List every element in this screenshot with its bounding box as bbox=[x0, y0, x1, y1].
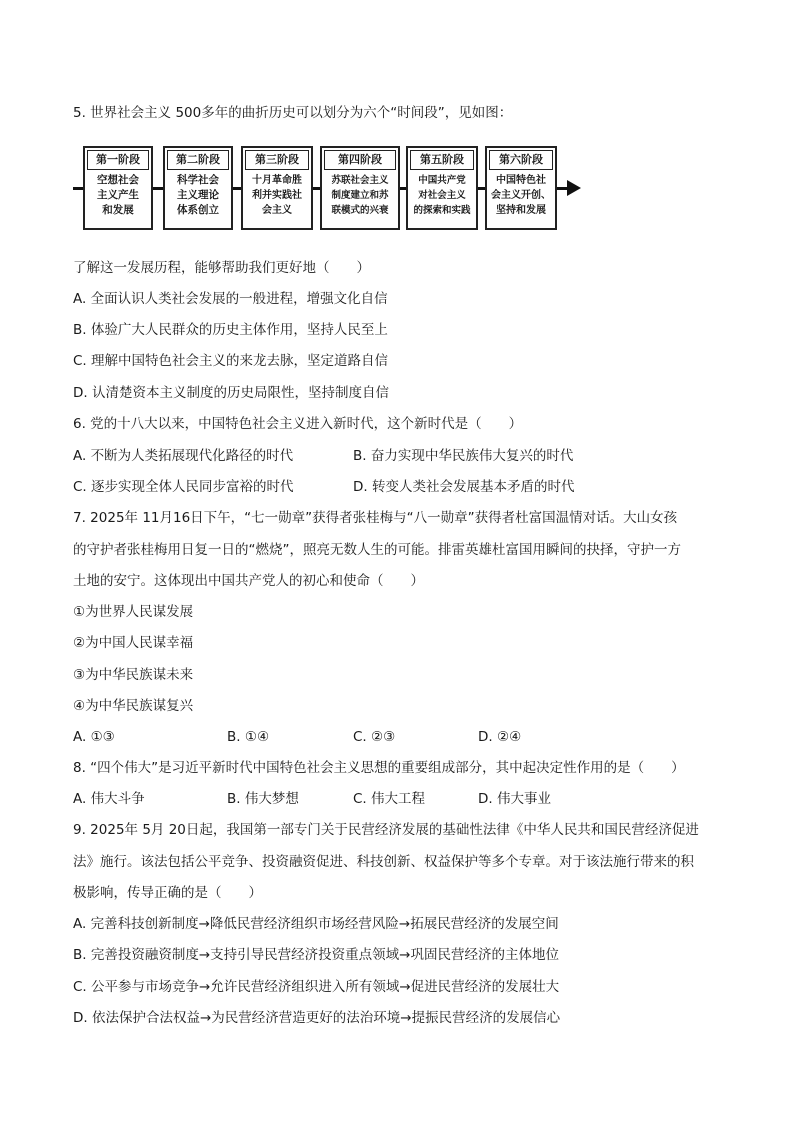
q8-stem: 8. “四个伟大”是习近平新时代中国特色社会主义思想的重要组成部分，其中起决定性作用的是（ ） bbox=[73, 760, 685, 776]
q5-stem: 5. 世界社会主义 500多年的曲折历史可以划分为六个“时间段”，见如图： bbox=[73, 105, 513, 121]
stage-title: 第四阶段 bbox=[324, 150, 396, 170]
stage-title: 第三阶段 bbox=[245, 150, 309, 170]
q6-options-row-1 bbox=[73, 446, 673, 466]
stage-title: 第一阶段 bbox=[87, 150, 149, 170]
q8-option-b: B. 伟大梦想 bbox=[227, 791, 299, 807]
q6-option-d: D. 转变人类社会发展基本矛盾的时代 bbox=[353, 479, 575, 495]
stage-body: 科学社会 主义理论 体系创立 bbox=[177, 174, 219, 216]
q7-options-row bbox=[73, 727, 673, 747]
q9-option-b: B. 完善投资融资制度→支持引导民营经济投资重点领域→巩固民营经济的主体地位 bbox=[73, 947, 559, 963]
q5-option-d: D. 认清楚资本主义制度的历史局限性，坚持制度自信 bbox=[73, 385, 389, 401]
q9-option-a: A. 完善科技创新制度→降低民营经济组织市场经营风险→拓展民营经济的发展空间 bbox=[73, 916, 559, 932]
stage-box-3 bbox=[241, 146, 313, 230]
q7-option-d: D. ②④ bbox=[478, 729, 522, 745]
q5-option-b: B. 体验广大人民群众的历史主体作用，坚持人民至上 bbox=[73, 322, 388, 338]
q8-option-a: A. 伟大斗争 bbox=[73, 791, 145, 807]
q7-item-3: ③为中华民族谋未来 bbox=[73, 667, 194, 683]
stage-box-5 bbox=[406, 146, 478, 230]
q6-options-row-2 bbox=[73, 477, 673, 497]
q5-question: 了解这一发展历程，能够帮助我们更好地（ ） bbox=[73, 260, 370, 276]
q7-option-c: C. ②③ bbox=[353, 729, 396, 745]
q7-stem-line-1: 7. 2025年 11月16日下午，“七一勋章”获得者张桂梅与“八一勋章”获得者杜富国温情对话。大山女孩 bbox=[73, 510, 678, 526]
q9-option-c: C. 公平参与市场竞争→允许民营经济组织进入所有领域→促进民营经济的发展壮大 bbox=[73, 979, 560, 995]
q6-option-a: A. 不断为人类拓展现代化路径的时代 bbox=[73, 448, 294, 464]
stage-body: 十月革命胜 利并实践社 会主义 bbox=[252, 175, 302, 216]
q5-option-a: A. 全面认识人类社会发展的一般进程，增强文化自信 bbox=[73, 291, 388, 307]
q6-stem: 6. 党的十八大以来，中国特色社会主义进入新时代，这个新时代是（ ） bbox=[73, 416, 523, 432]
stage-box-1 bbox=[83, 146, 153, 230]
q6-option-b: B. 奋力实现中华民族伟大复兴的时代 bbox=[353, 448, 574, 464]
stage-box-2 bbox=[163, 146, 233, 230]
timeline-arrow-icon bbox=[567, 180, 581, 196]
q5-timeline-diagram bbox=[73, 142, 585, 234]
stage-box-4 bbox=[320, 146, 400, 230]
q7-option-a: A. ①③ bbox=[73, 729, 115, 745]
q9-stem-line-1: 9. 2025年 5月 20日起，我国第一部专门关于民营经济发展的基础性法律《中华人民共和国民营经济促进 bbox=[73, 822, 699, 838]
stage-title: 第二阶段 bbox=[167, 150, 229, 170]
q9-stem-line-2: 法》施行。该法包括公平竞争、投资融资促进、科技创新、权益保护等多个专章。对于该法施行带来的积 bbox=[73, 854, 694, 870]
q8-options-row bbox=[73, 789, 673, 809]
stage-title: 第六阶段 bbox=[489, 150, 553, 170]
stage-box-6 bbox=[485, 146, 557, 230]
q7-option-b: B. ①④ bbox=[227, 729, 270, 745]
q7-stem-line-3: 土地的安宁。这体现出中国共产党人的初心和使命（ ） bbox=[73, 573, 424, 589]
stage-body: 中国特色社 会主义开创、 坚持和发展 bbox=[491, 175, 551, 216]
stage-body: 空想社会 主义产生 和发展 bbox=[97, 174, 139, 216]
q9-option-d: D. 依法保护合法权益→为民营经济营造更好的法治环境→提振民营经济的发展信心 bbox=[73, 1010, 561, 1026]
q9-stem-line-3: 极影响，传导正确的是（ ） bbox=[73, 885, 262, 901]
q7-item-2: ②为中国人民谋幸福 bbox=[73, 635, 194, 651]
q8-option-c: C. 伟大工程 bbox=[353, 791, 426, 807]
q6-option-c: C. 逐步实现全体人民同步富裕的时代 bbox=[73, 479, 294, 495]
q7-stem-line-2: 的守护者张桂梅用日复一日的“燃烧”，照亮无数人生的可能。排雷英雄杜富国用瞬间的抉择，守护一方 bbox=[73, 542, 681, 558]
q7-item-1: ①为世界人民谋发展 bbox=[73, 604, 194, 620]
stage-body: 苏联社会主义 制度建立和苏 联模式的兴衰 bbox=[331, 175, 389, 216]
q8-option-d: D. 伟大事业 bbox=[478, 791, 551, 807]
stage-body: 中国共产党 对社会主义 的探索和实践 bbox=[413, 175, 471, 216]
stage-title: 第五阶段 bbox=[410, 150, 474, 170]
q7-item-4: ④为中华民族谋复兴 bbox=[73, 698, 194, 714]
q5-option-c: C. 理解中国特色社会主义的来龙去脉，坚定道路自信 bbox=[73, 353, 389, 369]
